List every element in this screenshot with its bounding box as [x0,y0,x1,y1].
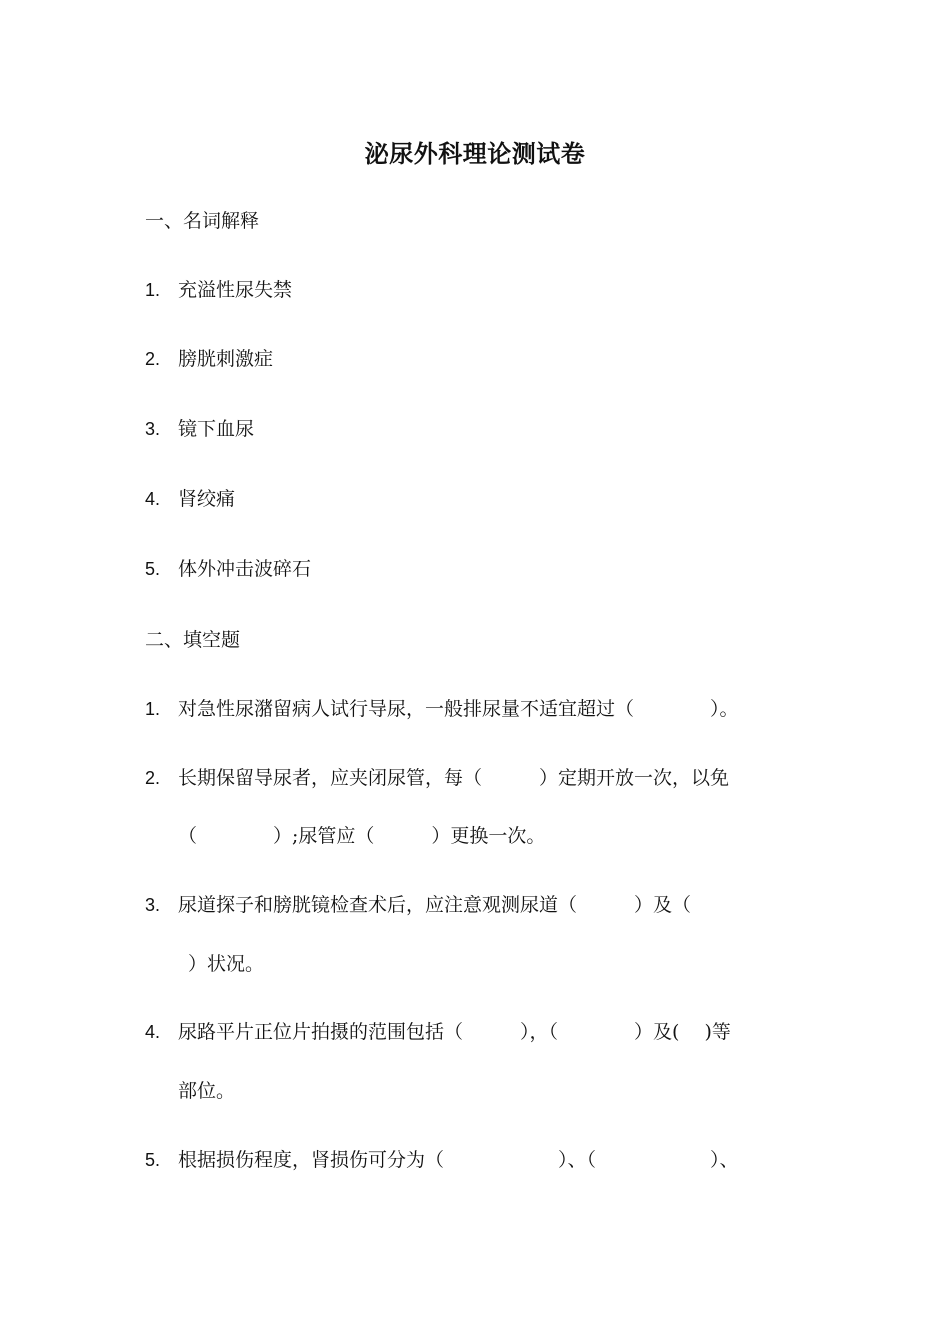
item-text: 长期保留导尿者，应夹闭尿管，每（ ）定期开放一次，以免 [178,767,730,789]
item-number: 2. [145,768,161,788]
item-text: 肾绞痛 [178,488,236,510]
item-number: 2. [145,349,161,369]
item-text-continuation: ）状况。 [188,953,265,975]
item-number: 5. [145,1150,161,1170]
item-text-continuation: （ ）;尿管应（ ）更换一次。 [178,825,546,847]
item-text: 体外冲击波碎石 [178,558,312,580]
item-text: 根据损伤程度，肾损伤可分为（ ）、（ ）、 [178,1149,739,1171]
item-number: 1. [145,699,161,719]
item-text: 尿路平片正位片拍摄的范围包括（ ），（ ）及( )等 [178,1021,731,1043]
item-text: 对急性尿潴留病人试行导尿，一般排尿量不适宜超过（ ）。 [178,698,739,720]
item-number: 1. [145,280,161,300]
item-text-continuation: 部位。 [178,1080,236,1102]
item-number: 3. [145,419,161,439]
item-text: 充溢性尿失禁 [178,279,293,301]
item-text: 尿道探子和膀胱镜检查术后，应注意观测尿道（ ）及（ [178,894,692,916]
section-heading-terms: 一、名词解释 [145,210,260,232]
item-number: 5. [145,559,161,579]
item-number: 4. [145,489,161,509]
section-heading-fill-blank: 二、填空题 [145,629,241,651]
item-number: 3. [145,895,161,915]
item-text: 镜下血尿 [178,418,255,440]
item-number: 4. [145,1022,161,1042]
page-title: 泌尿外科理论测试卷 [364,139,586,168]
item-text: 膀胱刺激症 [178,348,274,370]
